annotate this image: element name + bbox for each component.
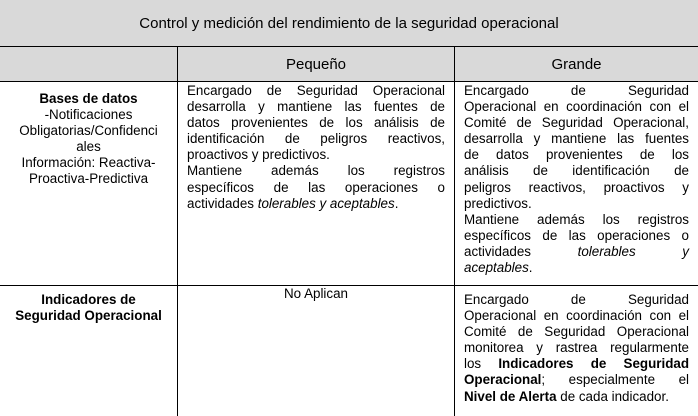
text-line: Encargado de Seguridad Operacional <box>187 83 445 98</box>
text-line: Operacional en coordinación con el <box>464 99 689 115</box>
table-title: Control y medición del rendimiento de la seguridad operacional <box>139 14 559 32</box>
text-line: Operacional en coordinación con el <box>464 308 689 324</box>
text-line: de datos provenientes de los <box>464 147 689 163</box>
column-header-small <box>177 46 454 81</box>
text-run: . <box>394 195 399 211</box>
row-label-databases <box>0 81 177 285</box>
text-run-italic: aceptables <box>464 260 529 276</box>
text-line: Encargado de Seguridad <box>464 83 689 98</box>
text-run-italic: tolerables y aceptables <box>257 195 395 211</box>
text-run: actividades <box>464 243 531 259</box>
text-line: Mantiene además los registros <box>187 163 445 179</box>
text-line: Comité de Seguridad Operacional <box>464 324 689 340</box>
text-line <box>464 372 689 388</box>
text-line: proactivos y predictivos. <box>187 147 330 163</box>
cell-small-indicators <box>177 285 454 416</box>
row-label-detail-line: Obligatorias/Confidenci <box>19 123 158 139</box>
text-line: específicos de las operaciones o <box>187 179 445 195</box>
text-run-bold: Indicadores de Seguridad <box>498 356 689 372</box>
text-run: de cada indicador. <box>556 388 669 404</box>
text-line: específicos de las operaciones o <box>464 227 689 243</box>
text-run-bold: Operacional <box>464 372 542 388</box>
cell-large-databases <box>454 81 698 285</box>
row-label-detail-line: -Notificaciones <box>44 107 133 123</box>
text-line: análisis de identificación de <box>464 163 689 179</box>
text-line <box>464 389 689 405</box>
text-run: . <box>528 260 533 276</box>
column-header-blank <box>0 46 177 81</box>
text-line: desarrolla y mantiene las fuentes de <box>187 99 445 115</box>
text-line: Encargado de Seguridad <box>464 292 689 307</box>
text-line: identificación de peligros reactivos, <box>187 131 445 147</box>
table-title-cell <box>0 0 698 46</box>
text-line: desarrolla y mantiene las fuentes <box>464 131 689 147</box>
column-header-small-label: Pequeño <box>285 55 347 73</box>
text-line: Comité de Seguridad Operacional, <box>464 115 689 131</box>
cell-large-indicators <box>454 285 698 416</box>
text-line: Mantiene además los registros <box>464 211 689 227</box>
column-header-large-label: Grande <box>551 55 602 73</box>
text-line: peligros reactivos, proactivos y <box>464 179 689 195</box>
text-run-bold: Nivel de Alerta <box>464 388 557 404</box>
text-line: datos provenientes de los análisis de <box>187 115 445 131</box>
cell-small-databases <box>177 81 454 285</box>
row-label-detail-line: Información: Reactiva- <box>21 155 156 171</box>
text-line: predictivos. <box>464 195 532 211</box>
text-line <box>464 356 689 372</box>
not-applicable-text: No Aplican <box>283 286 349 301</box>
text-run-italic: y <box>682 243 689 259</box>
text-line <box>187 196 445 212</box>
text-run: ; especialmente el <box>541 372 689 388</box>
column-header-large <box>454 46 698 81</box>
text-run: actividades <box>187 195 258 211</box>
text-line <box>464 244 689 260</box>
row-label-line: Indicadores de <box>41 292 136 307</box>
row-label-line: Seguridad Operacional <box>15 308 162 324</box>
row-label-title: Bases de datos <box>39 91 138 106</box>
row-label-detail-line: ales <box>76 139 101 155</box>
text-line <box>464 260 689 276</box>
row-label-indicators <box>0 285 177 416</box>
row-label-detail-line: Proactiva-Predictiva <box>28 171 149 187</box>
text-run-italic: tolerables <box>577 243 636 259</box>
text-run: los <box>464 356 499 372</box>
text-line: monitorea y rastrea regularmente <box>464 340 689 356</box>
